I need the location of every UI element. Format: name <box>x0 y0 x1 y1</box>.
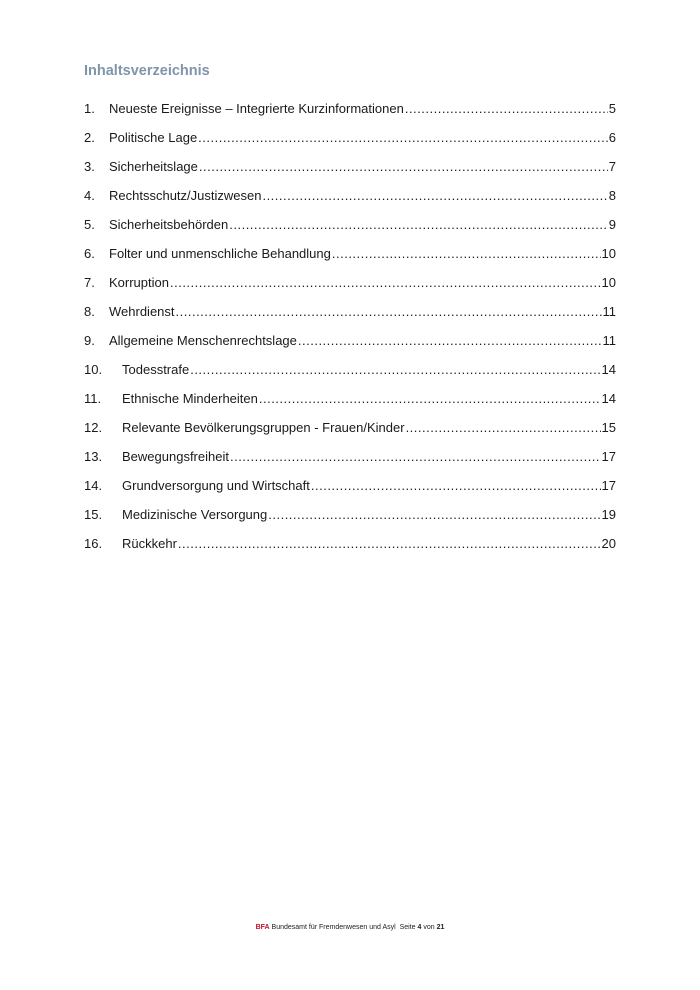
toc-entry-number: 2. <box>84 130 95 145</box>
footer-page-current: 4 <box>417 924 422 931</box>
toc-entry-title: Folter und unmenschliche Behandlung <box>109 246 331 261</box>
toc-entry-title: Relevante Bevölkerungsgruppen - Frauen/Kinder <box>122 420 405 435</box>
toc-entry-title: Ethnische Minderheiten <box>122 391 258 406</box>
toc-entry[interactable] <box>84 187 616 216</box>
toc-entry-page: 15 <box>601 420 616 435</box>
toc-entry-number: 15. <box>84 507 103 522</box>
toc-entry-title: Politische Lage <box>109 130 198 145</box>
toc-entry-number: 4. <box>84 188 95 203</box>
toc-entry[interactable] <box>84 332 616 361</box>
toc-entry-number: 3. <box>84 159 95 174</box>
toc-dot-leader <box>332 245 601 263</box>
toc-entry-page: 11 <box>602 304 616 319</box>
toc-entry-title: Sicherheitsbehörden <box>109 217 229 232</box>
toc-entry-page: 11 <box>602 333 616 348</box>
toc-entry-number: 13. <box>84 449 103 464</box>
toc-entry[interactable] <box>84 303 616 332</box>
toc-dot-leader <box>406 419 601 437</box>
bfa-logo: BFA <box>255 924 270 931</box>
toc-dot-leader <box>178 535 601 553</box>
toc-dot-leader <box>298 332 602 350</box>
toc-dot-leader <box>405 100 608 118</box>
toc-entry[interactable] <box>84 158 616 187</box>
toc-entry-page: 10 <box>601 246 616 261</box>
toc-dot-leader <box>199 158 608 176</box>
toc-list <box>84 100 616 564</box>
toc-entry-page: 17 <box>601 449 616 464</box>
toc-entry-page: 6 <box>608 130 616 145</box>
toc-entry[interactable] <box>84 506 616 535</box>
toc-entry[interactable] <box>84 245 616 274</box>
toc-entry-number: 11. <box>84 391 102 406</box>
toc-entry[interactable] <box>84 100 616 129</box>
toc-entry-number: 8. <box>84 304 95 319</box>
toc-dot-leader <box>229 216 608 234</box>
toc-entry-title: Sicherheitslage <box>109 159 198 174</box>
toc-dot-leader <box>262 187 607 205</box>
toc-dot-leader <box>268 506 600 524</box>
toc-entry-page: 17 <box>601 478 616 493</box>
toc-entry-number: 12. <box>84 420 103 435</box>
toc-dot-leader <box>170 274 601 292</box>
toc-entry[interactable] <box>84 477 616 506</box>
toc-entry-title: Rechtsschutz/Justizwesen <box>109 188 262 203</box>
toc-dot-leader <box>230 448 601 466</box>
footer-page-total: 21 <box>436 924 445 931</box>
toc-entry-number: 5. <box>84 217 95 232</box>
footer-page-label: Seite <box>399 924 416 931</box>
toc-entry-number: 7. <box>84 275 95 290</box>
toc-entry-page: 7 <box>608 159 616 174</box>
toc-entry-page: 20 <box>601 536 616 551</box>
toc-entry[interactable] <box>84 361 616 390</box>
toc-entry[interactable] <box>84 419 616 448</box>
toc-entry-title: Grundversorgung und Wirtschaft <box>122 478 310 493</box>
toc-entry-page: 5 <box>608 101 616 116</box>
toc-dot-leader <box>190 361 600 379</box>
toc-entry-number: 10. <box>84 362 103 377</box>
toc-dot-leader <box>176 303 602 321</box>
toc-entry-number: 1. <box>84 101 95 116</box>
toc-entry-page: 10 <box>601 275 616 290</box>
toc-dot-leader <box>259 390 601 408</box>
toc-title: Inhaltsverzeichnis <box>84 63 210 79</box>
toc-entry[interactable] <box>84 390 616 419</box>
toc-entry-title: Rückkehr <box>122 536 177 551</box>
toc-entry[interactable] <box>84 535 616 564</box>
toc-entry-number: 6. <box>84 246 95 261</box>
page-footer <box>0 924 700 931</box>
toc-entry[interactable] <box>84 274 616 303</box>
toc-entry-number: 14. <box>84 478 103 493</box>
toc-entry-title: Neueste Ereignisse – Integrierte Kurzinformationen <box>109 101 404 116</box>
toc-entry-page: 14 <box>601 362 616 377</box>
footer-page-of: von <box>423 924 435 931</box>
toc-entry-number: 16. <box>84 536 103 551</box>
toc-entry-number: 9. <box>84 333 95 348</box>
toc-entry-page: 19 <box>601 507 616 522</box>
toc-dot-leader <box>311 477 601 495</box>
toc-entry-title: Allgemeine Menschenrechtslage <box>109 333 297 348</box>
toc-entry-title: Todesstrafe <box>122 362 190 377</box>
toc-entry-page: 14 <box>601 391 616 406</box>
toc-entry-title: Bewegungsfreiheit <box>122 449 229 464</box>
toc-entry[interactable] <box>84 216 616 245</box>
footer-agency-name: Bundesamt für Fremdenwesen und Asyl <box>271 924 396 931</box>
toc-entry-title: Medizinische Versorgung <box>122 507 268 522</box>
toc-entry-page: 9 <box>608 217 616 232</box>
toc-entry-title: Wehrdienst <box>109 304 175 319</box>
toc-dot-leader <box>198 129 608 147</box>
toc-entry[interactable] <box>84 129 616 158</box>
toc-entry-title: Korruption <box>109 275 169 290</box>
toc-entry[interactable] <box>84 448 616 477</box>
toc-entry-page: 8 <box>608 188 616 203</box>
